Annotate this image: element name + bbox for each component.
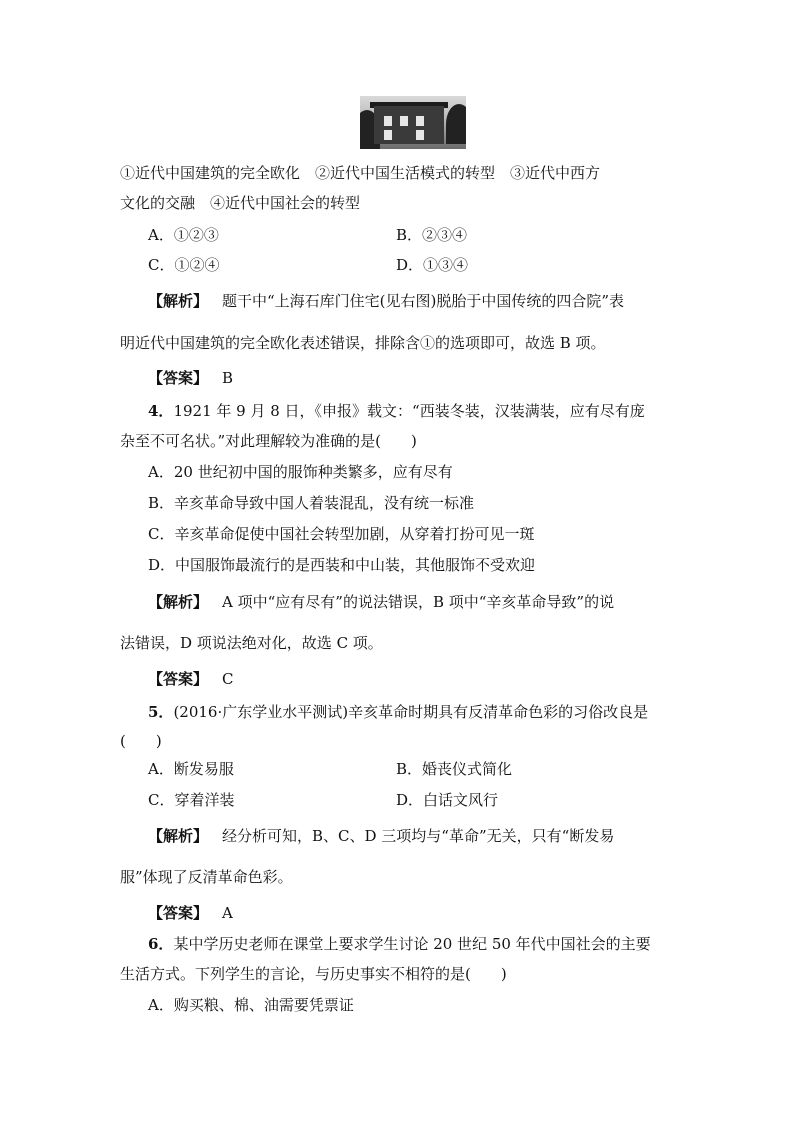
analysis-text: A 项中“应有尽有”的说法错误，B 项中“辛亥革命导致”的说	[222, 593, 615, 611]
q6-option-a: A．购买粮、棉、油需要凭票证	[148, 996, 354, 1014]
q5-stem-line2: ( )	[120, 732, 162, 750]
q4-answer	[148, 669, 234, 689]
analysis-label: 【解析】	[148, 593, 209, 611]
analysis-label: 【解析】	[148, 827, 209, 845]
q3-option-b: B．②③④	[396, 226, 468, 244]
answer-value: A	[222, 904, 233, 922]
q5-option-b: B．婚丧仪式简化	[396, 760, 513, 778]
q5-analysis-line2: 服”体现了反清革命色彩。	[120, 868, 293, 886]
answer-label: 【答案】	[148, 904, 209, 922]
stem-text: (2016·广东学业水平测试)辛亥革命时期具有反清革命色彩的习俗改良是	[173, 703, 649, 721]
q5-option-a: A．断发易服	[148, 760, 234, 778]
q4-option-c: C．辛亥革命促使中国社会转型加剧，从穿着打扮可见一斑	[148, 525, 535, 543]
q5-analysis	[148, 826, 614, 846]
q3-option-a: A．①②③	[148, 226, 219, 244]
q4-stem-line1	[148, 401, 645, 421]
answer-value: C	[222, 670, 234, 688]
q5-option-c: C．穿着洋装	[148, 791, 235, 809]
q3-option-c: C．①②④	[148, 256, 220, 274]
analysis-text: 经分析可知，B、C、D 三项均与“革命”无关，只有“断发易	[222, 827, 615, 845]
shikumen-photo	[360, 96, 466, 149]
q3-analysis	[148, 291, 624, 311]
analysis-text: 题干中“上海石库门住宅(见右图)脱胎于中国传统的四合院”表	[222, 292, 625, 310]
q3-analysis-line2: 明近代中国建筑的完全欧化表述错误，排除含①的选项即可，故选 B 项。	[120, 334, 606, 352]
q4-analysis	[148, 592, 614, 612]
stem-text: 某中学历史老师在课堂上要求学生讨论 20 世纪 50 年代中国社会的主要	[173, 935, 651, 953]
answer-label: 【答案】	[148, 369, 209, 387]
q3-options-intro-line2: 文化的交融 ④近代中国社会的转型	[120, 194, 361, 212]
q3-option-d: D．①③④	[396, 256, 469, 274]
q5-answer	[148, 903, 233, 923]
q6-stem-line1	[148, 934, 651, 954]
answer-label: 【答案】	[148, 670, 209, 688]
q4-option-d: D．中国服饰最流行的是西装和中山装，其他服饰不受欢迎	[148, 556, 536, 574]
q3-options-intro-line1: ①近代中国建筑的完全欧化 ②近代中国生活模式的转型 ③近代中西方	[120, 164, 601, 182]
q4-option-a: A．20 世纪初中国的服饰种类繁多，应有尽有	[148, 463, 453, 481]
q4-analysis-line2: 法错误，D 项说法绝对化，故选 C 项。	[120, 634, 383, 652]
stem-text: 1921 年 9 月 8 日，《申报》载文：“西装冬装，汉装满装，应有尽有庞	[173, 402, 645, 420]
q4-stem-line2: 杂至不可名状。”对此理解较为准确的是( )	[120, 432, 417, 450]
question-number: 6．	[148, 935, 174, 953]
q5-stem-line1	[148, 702, 648, 722]
analysis-label: 【解析】	[148, 292, 209, 310]
answer-value: B	[222, 369, 234, 387]
q4-option-b: B．辛亥革命导致中国人着装混乱，没有统一标准	[148, 494, 475, 512]
q6-stem-line2: 生活方式。下列学生的言论，与历史事实不相符的是( )	[120, 965, 507, 983]
q5-option-d: D．白话文风行	[396, 791, 499, 809]
question-number: 5．	[148, 703, 174, 721]
q3-answer	[148, 368, 233, 388]
question-number: 4．	[148, 402, 174, 420]
